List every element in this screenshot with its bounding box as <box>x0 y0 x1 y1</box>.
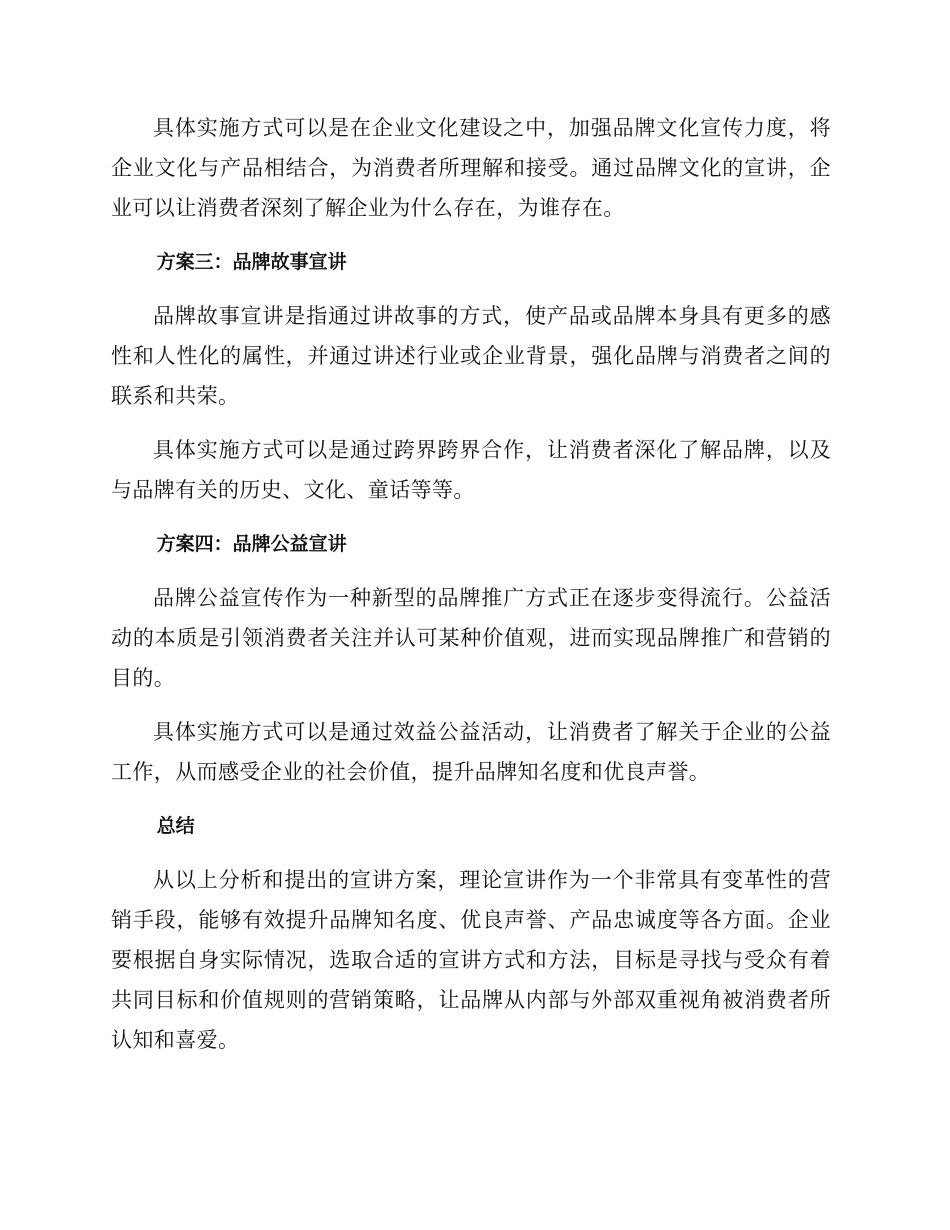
paragraph-charity-implementation: 具体实施方式可以是通过效益公益活动，让消费者了解关于企业的公益工作，从而感受企业的社会价值，提升品牌知名度和优良声誉。 <box>111 720 831 784</box>
paragraph-summary: 从以上分析和提出的宣讲方案，理论宣讲作为一个非常具有变革性的营销手段，能够有效提升品牌知名度、优良声誉、产品忠诚度等各方面。企业要根据自身实际情况，选取合适的宣讲方式和方法，目标是寻找与受众有着共同目标和价值规则的营销策略，让品牌从内部与外部双重视角被消费者所认知和喜爱。 <box>111 868 831 1052</box>
paragraph-culture-implementation: 具体实施方式可以是在企业文化建设之中，加强品牌文化宣传力度，将企业文化与产品相结合，为消费者所理解和接受。通过品牌文化的宣讲，企业可以让消费者深刻了解企业为什么存在，为谁存在。 <box>111 116 831 220</box>
paragraph-story-implementation: 具体实施方式可以是通过跨界跨界合作，让消费者深化了解品牌，以及与品牌有关的历史、文化、童话等等。 <box>111 438 831 502</box>
heading-plan-four: 方案四：品牌公益宣讲 <box>156 533 347 555</box>
document-page <box>111 108 831 1074</box>
paragraph-charity-definition: 品牌公益宣传作为一种新型的品牌推广方式正在逐步变得流行。公益活动的本质是引领消费者关注并认可某种价值观，进而实现品牌推广和营销的目的。 <box>111 586 831 690</box>
heading-summary: 总结 <box>156 815 195 837</box>
heading-plan-three: 方案三：品牌故事宣讲 <box>156 251 347 273</box>
paragraph-story-definition: 品牌故事宣讲是指通过讲故事的方式，使产品或品牌本身具有更多的感性和人性化的属性，并通过讲述行业或企业背景，强化品牌与消费者之间的联系和共荣。 <box>111 304 831 408</box>
